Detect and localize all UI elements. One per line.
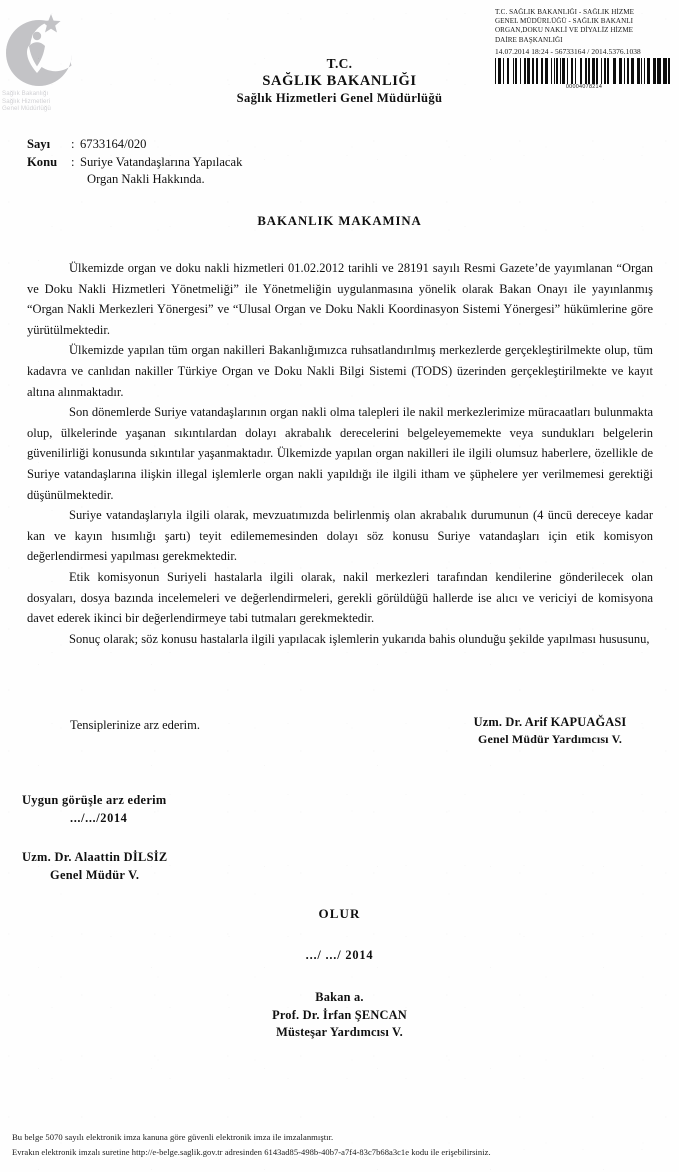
minister-block <box>0 989 679 1042</box>
approval-phrase: Uygun görüşle arz ederim <box>22 793 167 807</box>
approver-name: Uzm. Dr. Alaattin DİLSİZ <box>22 850 168 864</box>
body-paragraph-2: Ülkemizde yapılan tüm organ nakilleri Bakanlığımızca ruhsatlandırılmış merkezlerde gerçekleştirilmekte olup, tüm kadavra ve canlıdan nakiller Türkiye Organ ve Doku Nakli Bilgi Sistemi (TODS) üzerinden gerçekleştirilmekte ve kayıt altına alınmaktadır. <box>27 343 653 399</box>
stamp-datecode: 14.07.2014 18:24 - 56733164 / 2014.5376.1038 <box>495 46 641 56</box>
olur-date: .../ .../ 2014 <box>305 948 374 962</box>
footer-line-1: Bu belge 5070 sayılı elektronik imza kanuna göre güvenli elektronik imza ile imzalanmıştır. <box>12 1132 334 1142</box>
sayi-colon: : <box>71 137 75 151</box>
sayi-value: 6733164/020 <box>80 137 147 151</box>
stamp-line-2: GENEL MÜDÜRLÜĞÜ - SAĞLIK BAKANLI <box>495 17 634 26</box>
minister-on-behalf: Bakan a. <box>315 990 364 1004</box>
addressee-heading: BAKANLIK MAKAMINA <box>257 214 422 228</box>
signatory-name: Uzm. Dr. Arif KAPUAĞASI <box>473 715 627 729</box>
barcode-number: 00004078214 <box>565 83 603 90</box>
konu-label: Konu <box>27 154 58 169</box>
logo-caption-line-3: Genel Müdürlüğü <box>2 105 51 113</box>
konu-value-continued: Organ Nakli Hakkında. <box>87 172 205 186</box>
logo-caption-line-1: Sağlık Bakanlığı <box>2 90 49 97</box>
document-meta <box>27 136 242 189</box>
document-footer <box>12 1130 671 1160</box>
body-paragraph-1: Ülkemizde organ ve doku nakli hizmetleri 01.02.2012 tarihli ve 28191 sayılı Resmi Gazete’de yayımlanan “Organ ve Doku Nakli Hizmetleri Yönetmeliği” ile Yönetmeliğin uygulanmasına yönelik olarak Bakan Onayı ile yayınlanmış “Organ Nakli Merkezleri Yönergesi” ve “Ulusal Organ ve Doku Nakli Koordinasyon Sistemi Yönergesi” hükümlerine göre yürütülmektedir. <box>27 261 653 337</box>
closing-phrase: Tensiplerinize arz ederim. <box>70 718 200 732</box>
document-header <box>0 0 679 130</box>
document-body <box>27 258 653 649</box>
title-directorate: Sağlık Hizmetleri Genel Müdürlüğü <box>236 91 443 105</box>
approver-role: Genel Müdür V. <box>50 868 140 882</box>
konu-value: Suriye Vatandaşlarına Yapılacak <box>80 154 243 169</box>
olur-heading: OLUR <box>318 906 361 921</box>
body-paragraph-6: Sonuç olarak; söz konusu hastalarla ilgili yapılacak işlemlerin yukarıda bahis olunduğu şekilde yapılması hususunu, <box>69 631 650 646</box>
approval-block <box>22 791 167 827</box>
meta-row-konu <box>27 154 242 172</box>
konu-colon: : <box>71 154 75 169</box>
approver-block <box>22 848 167 884</box>
logo-caption-line-2: Sağlık Hizmetleri <box>2 97 51 105</box>
approval-date: .../.../2014 <box>70 811 128 825</box>
meta-row-sayi <box>27 136 242 154</box>
footer-line-2: Evrakın elektronik imzalı suretine http://e-belge.saglik.gov.tr adresinden 6143ad85-498b-40b7-a7f4-83c7b68a3c1e kodu ile erişebilirsiniz. <box>12 1147 491 1157</box>
body-paragraph-5: Etik komisyonun Suriyeli hastalarla ilgili olarak, nakil merkezleri tarafından kendilerine gönderilecek olan dosyaları, dosya bazında incelemeleri ve değerlendirmeleri, gerekli görüldüğü hallerde ise alıcı ve vericiyi de komisyona davet ederek ikinci bir değerlendirmeye tabi tutmaları gerekmektedir. <box>27 569 653 626</box>
title-ministry: SAĞLIK BAKANLIĞI <box>262 73 417 89</box>
signatory-role: Genel Müdür Yardımcısı V. <box>478 732 622 746</box>
sayi-label: Sayı <box>27 137 51 151</box>
body-paragraph-4: Suriye vatandaşlarıyla ilgili olarak, mevzuatımızda belirlenmiş olan akrabalık durumunun (4 üncü dereceye kadar kan ve kayın hısımlığı şartı) teyit edilememesinden dolayı söz konusu Suriye vatandaşları için etik komisyon değerlendirmesi yapılması gerekmektedir. <box>27 508 653 564</box>
stamp-line-3: ORGAN,DOKU NAKLİ VE DİYALİZ HİZME <box>495 26 634 35</box>
body-paragraph-3: Son dönemlerde Suriye vatandaşlarının organ nakli olma talepleri ile nakil merkezlerimize müracaatları bulunmakta olup, ülkelerinde yaşanan sıkıntılardan dolayı akrabalık derecelerini belgeleyememekte veya sundukları belgelerin güvenilirliği konusunda sıkıntılar yaşanmaktadır. Ülkemizde yapılan organ nakilleri ile ilgili olumsuz haberlere, özellikle de Suriye vatandaşlarına ilişkin illegal işlemlerle organ nakli yapıldığı ile ilgili itham ve şüphelere yer verilmemesi gerektiği düşünülmektedir. <box>27 405 653 502</box>
stamp-line-4: DAİRE BAŞKANLIĞI <box>495 35 563 44</box>
stamp-line-1: T.C. SAĞLIK BAKANLIĞI - SAĞLIK HİZME <box>495 8 634 16</box>
minister-name: Prof. Dr. İrfan ŞENCAN <box>272 1007 407 1022</box>
signature-block-primary <box>430 714 670 748</box>
document-title-block <box>0 56 679 107</box>
minister-role: Müsteşar Yardımcısı V. <box>276 1025 403 1039</box>
title-tc: T.C. <box>326 56 353 71</box>
